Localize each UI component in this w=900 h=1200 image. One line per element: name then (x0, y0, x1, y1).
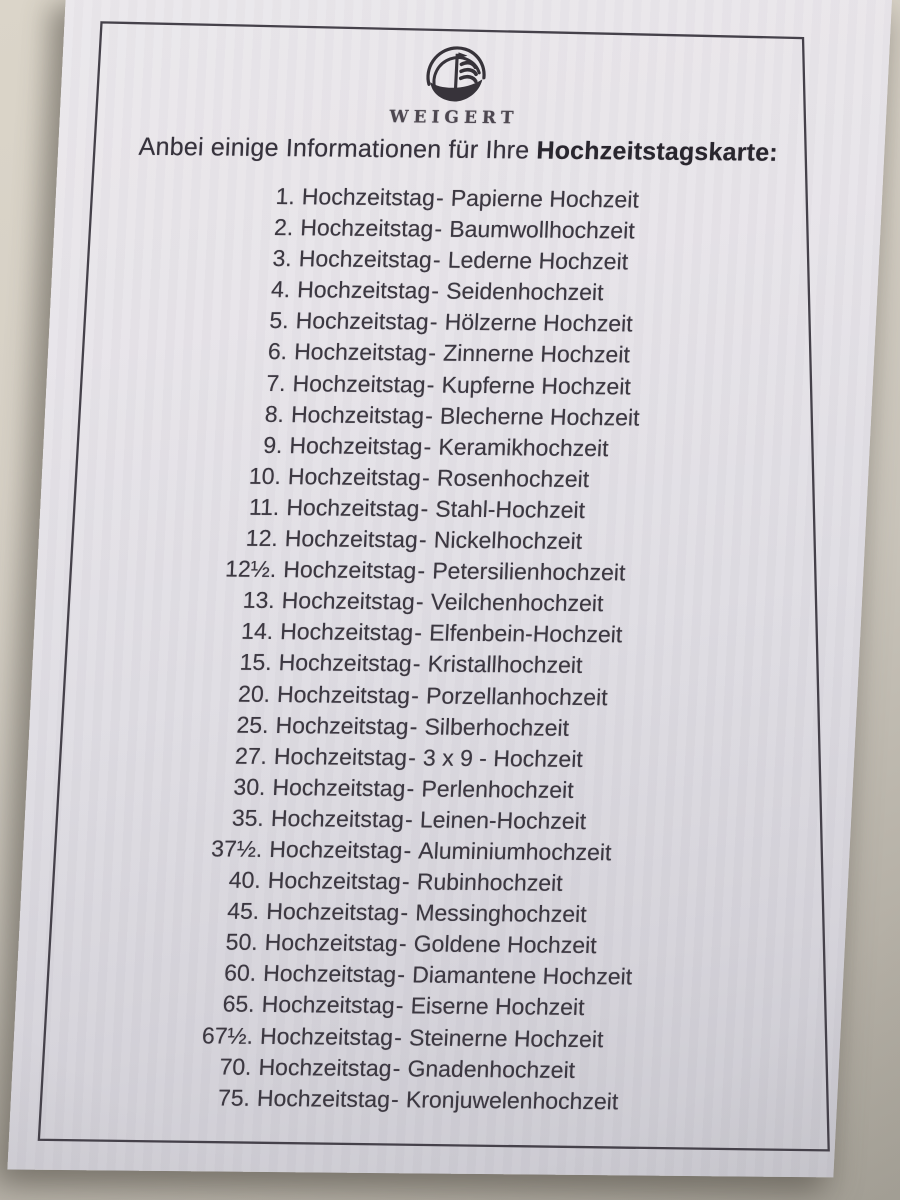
anniversary-label: Hochzeitstag (261, 991, 396, 1019)
anniversary-number: 30. (232, 773, 267, 800)
anniversary-label: Hochzeitstag (281, 587, 416, 615)
anniversary-name: Nickelhochzeit (433, 526, 583, 555)
separator-dash: - (395, 992, 405, 1019)
separator-dash: - (399, 899, 409, 926)
anniversary-number: 7. (265, 369, 287, 396)
anniversary-number: 35. (231, 804, 265, 831)
anniversary-number: 9. (262, 431, 284, 458)
anniversary-name: Messinghochzeit (414, 899, 588, 928)
anniversary-name: Hölzerne Hochzeit (444, 309, 634, 337)
anniversary-label: Hochzeitstag (279, 618, 414, 646)
anniversary-label: Hochzeitstag (262, 960, 397, 988)
anniversary-label: Hochzeitstag (285, 494, 421, 522)
anniversary-label: Hochzeitstag (257, 1053, 393, 1081)
anniversary-label: Hochzeitstag (284, 525, 419, 553)
anniversary-label: Hochzeitstag (288, 431, 424, 460)
anniversary-number: 5. (268, 307, 290, 334)
anniversary-label: Hochzeitstag (256, 1084, 391, 1112)
anniversary-label: Hochzeitstag (268, 835, 404, 864)
anniversary-label: Hochzeitstag (290, 400, 425, 429)
anniversary-label: Hochzeitstag (264, 929, 399, 957)
anniversary-name: Kristallhochzeit (427, 650, 584, 679)
anniversary-number: 25. (236, 711, 270, 738)
anniversary-number: 75. (217, 1084, 251, 1111)
anniversary-number: 13. (242, 586, 276, 614)
anniversary-number: 70. (218, 1053, 253, 1080)
anniversary-list (185, 183, 791, 1121)
anniversary-number: 40. (228, 866, 262, 893)
separator-dash: - (416, 557, 426, 584)
anniversary-name: Rubinhochzeit (416, 868, 564, 896)
anniversary-number: 65. (222, 990, 256, 1018)
anniversary-label: Hochzeitstag (299, 214, 434, 242)
anniversary-name: Papierne Hochzeit (450, 184, 640, 213)
anniversary-number: 2. (273, 214, 295, 241)
anniversary-label: Hochzeitstag (259, 1022, 394, 1050)
separator-dash: - (424, 402, 434, 429)
anniversary-name: Petersilienhochzeit (431, 557, 627, 586)
anniversary-label: Hochzeitstag (295, 307, 430, 335)
anniversary-number: 50. (225, 928, 259, 956)
anniversary-number: 1. (275, 183, 296, 210)
separator-dash: - (412, 650, 422, 677)
anniversary-name: Goldene Hochzeit (413, 930, 598, 959)
anniversary-name: Stahl-Hochzeit (434, 495, 586, 523)
anniversary-number: 20. (237, 680, 271, 707)
separator-dash: - (435, 184, 445, 211)
anniversary-name: Eiserne Hochzeit (410, 992, 586, 1021)
anniversary-label: Hochzeitstag (301, 183, 436, 211)
separator-dash: - (406, 775, 416, 802)
anniversary-number: 11. (248, 493, 281, 521)
anniversary-label: Hochzeitstag (273, 742, 408, 770)
anniversary-number: 12. (245, 524, 279, 552)
separator-dash: - (404, 806, 414, 833)
anniversary-name: Gnadenhochzeit (406, 1054, 576, 1083)
anniversary-name: Zinnerne Hochzeit (442, 340, 631, 368)
ship-emblem-icon (417, 39, 494, 110)
paper-sheet (7, 0, 892, 1177)
anniversary-name: 3 x 9 - Hochzeit (422, 744, 584, 772)
anniversary-number: 10. (248, 462, 282, 489)
separator-dash: - (426, 371, 436, 398)
list-item (185, 1084, 747, 1120)
separator-dash: - (419, 495, 429, 522)
separator-dash: - (423, 433, 433, 460)
anniversary-name: Aluminiumhochzeit (417, 837, 613, 866)
separator-dash: - (396, 961, 406, 988)
anniversary-name: Veilchenhochzeit (430, 588, 605, 617)
anniversary-number: 14. (240, 618, 274, 645)
anniversary-label: Hochzeitstag (292, 369, 427, 398)
anniversary-name: Blecherne Hochzeit (439, 402, 641, 431)
anniversary-name: Keramikhochzeit (437, 433, 610, 461)
anniversary-number: 60. (223, 959, 257, 987)
intro-heading-text: Anbei einige Informationen für Ihre (138, 132, 538, 165)
separator-dash: - (418, 526, 428, 553)
anniversary-label: Hochzeitstag (293, 338, 428, 366)
anniversary-label: Hochzeitstag (274, 711, 410, 739)
anniversary-number: 37½. (210, 835, 264, 862)
anniversary-name: Diamantene Hochzeit (411, 961, 633, 990)
separator-dash: - (427, 339, 437, 367)
separator-dash: - (410, 681, 420, 708)
anniversary-number: 67½. (201, 1021, 254, 1049)
anniversary-name: Steinerne Hochzeit (408, 1023, 605, 1052)
anniversary-name: Rosenhochzeit (436, 464, 590, 492)
separator-dash: - (430, 277, 440, 304)
anniversary-label: Hochzeitstag (276, 680, 411, 708)
separator-dash: - (409, 712, 419, 739)
anniversary-number: 6. (267, 338, 288, 365)
anniversary-label: Hochzeitstag (287, 463, 422, 491)
separator-dash: - (415, 588, 425, 615)
anniversary-number: 15. (239, 649, 273, 676)
anniversary-number: 3. (272, 245, 293, 272)
anniversary-label: Hochzeitstag (270, 804, 405, 833)
separator-dash: - (401, 868, 411, 895)
anniversary-label: Hochzeitstag (298, 245, 433, 273)
separator-dash: - (413, 619, 423, 646)
anniversary-number: 12½. (224, 555, 278, 583)
separator-dash: - (398, 930, 408, 957)
anniversary-name: Seidenhochzeit (445, 277, 605, 306)
anniversary-number: 8. (264, 400, 285, 427)
anniversary-label: Hochzeitstag (278, 649, 413, 677)
separator-dash: - (432, 246, 442, 273)
anniversary-name: Elfenbein-Hochzeit (428, 619, 623, 648)
anniversary-label: Hochzeitstag (271, 773, 407, 802)
separator-dash: - (393, 1023, 403, 1050)
separator-dash: - (429, 308, 439, 335)
brand-wordmark: WEIGERT (388, 107, 519, 129)
separator-dash: - (407, 744, 417, 771)
anniversary-number: 4. (270, 276, 291, 303)
anniversary-name: Kupferne Hochzeit (440, 371, 632, 399)
anniversary-label: Hochzeitstag (296, 276, 431, 304)
anniversary-label: Hochzeitstag (267, 867, 402, 895)
separator-dash: - (421, 464, 431, 491)
heading-emphasis: Hochzeitstagskarte: (535, 136, 779, 167)
separator-dash: - (402, 837, 412, 864)
anniversary-name: Silberhochzeit (423, 713, 570, 741)
anniversary-name: Kronjuwelenhochzeit (405, 1086, 619, 1115)
anniversary-name: Lederne Hochzeit (447, 246, 629, 275)
anniversary-name: Baumwollhochzeit (448, 215, 636, 244)
anniversary-name: Perlenhochzeit (420, 775, 575, 803)
separator-dash: - (390, 1085, 400, 1112)
anniversary-label: Hochzeitstag (282, 556, 417, 584)
anniversary-name: Porzellanhochzeit (425, 681, 609, 710)
anniversary-name: Leinen-Hochzeit (419, 806, 587, 834)
separator-dash: - (433, 215, 443, 242)
anniversary-label: Hochzeitstag (265, 898, 400, 926)
separator-dash: - (392, 1054, 402, 1081)
anniversary-number: 27. (234, 742, 268, 769)
anniversary-number: 45. (226, 897, 260, 925)
